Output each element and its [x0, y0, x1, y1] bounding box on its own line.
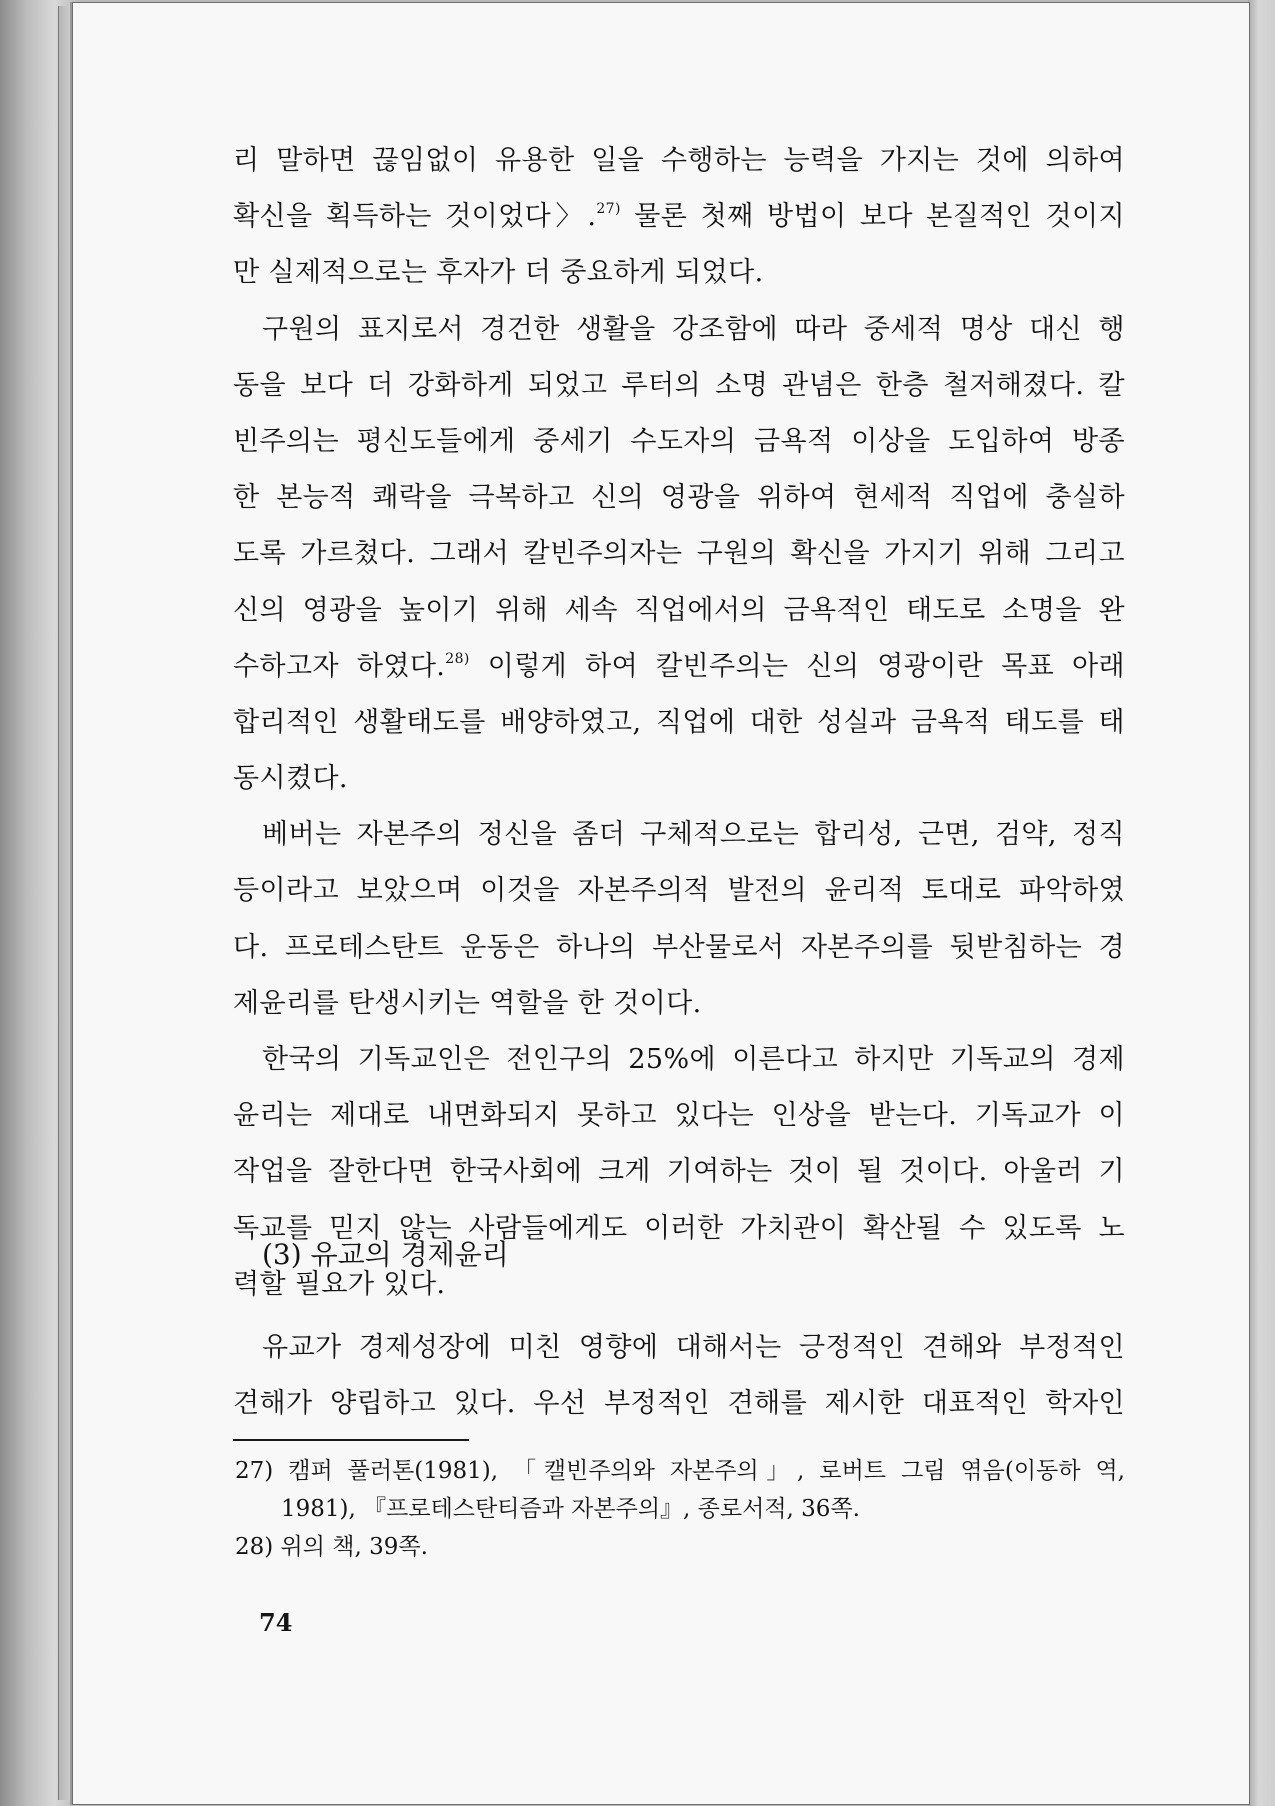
text-line: [233, 700, 1125, 745]
page-number: 74: [259, 1608, 293, 1637]
footnote-reference: 27): [596, 201, 621, 218]
text-line-content: 확신을 획득하는 것이었다〉.: [233, 201, 597, 233]
text-line-content: 합리적인 생활태도를 배양하였고, 직업에 대한 성실과 금욕적 태도를 태: [233, 706, 1125, 738]
text-line: [233, 307, 1125, 352]
text-line: [233, 138, 1125, 183]
text-line: [233, 812, 1125, 857]
text-line-continuation: 이렇게 하여 칼빈주의는 신의 영광이란 목표 아래: [469, 650, 1125, 682]
text-line-content: 다. 프로테스탄트 운동은 하나의 부산물로서 자본주의를 뒷받침하는 경: [233, 931, 1125, 963]
text-line: [233, 868, 1125, 913]
right-page-edge: [1248, 0, 1275, 1806]
text-line: [233, 194, 1125, 239]
text-line: [233, 756, 1125, 801]
text-line-content: 만 실제적으로는 후자가 더 중요하게 되었다.: [233, 257, 764, 289]
text-line: [233, 250, 1125, 295]
text-line: [233, 475, 1125, 520]
footnote-line: 28) 위의 책, 39쪽.: [235, 1534, 428, 1560]
text-line: [233, 588, 1125, 633]
text-line: [233, 419, 1125, 464]
text-line-content: 독교를 믿지 않는 사람들에게도 이러한 가치관이 확산될 수 있도록 노: [233, 1212, 1125, 1244]
section-heading: (3) 유교의 경제윤리: [262, 1238, 509, 1271]
text-line-content: 제윤리를 탄생시키는 역할을 한 것이다.: [233, 987, 702, 1019]
text-line-content: 한국의 기독교인은 전인구의 25%에 이른다고 하지만 기독교의 경제: [262, 1044, 1125, 1075]
text-line-content: 구원의 표지로서 경건한 생활을 강조함에 따라 중세적 명상 대신 행: [262, 313, 1125, 345]
text-line: [233, 1093, 1125, 1138]
text-line-content: 견해가 양립하고 있다. 우선 부정적인 견해를 제시한 대표적인 학자인: [233, 1388, 1125, 1420]
footnote-line: 27) 캠퍼 풀러톤(1981), 「캘빈주의와 자본주의」, 로버트 그림 엮음(이동하 역,: [235, 1458, 1125, 1484]
footnotes: [235, 1452, 1125, 1566]
text-line: [233, 981, 1125, 1026]
footnote-reference: 28): [445, 650, 470, 667]
text-line-content: 동시켰다.: [233, 763, 348, 795]
body-text-main: [233, 138, 1125, 1318]
footnote-line: 1981), 『프로테스탄티즘과 자본주의』, 종로서적, 36쪽.: [281, 1496, 860, 1522]
text-line-content: 력할 필요가 있다.: [233, 1268, 446, 1300]
text-line-content: 신의 영광을 높이기 위해 세속 직업에서의 금욕적인 태도로 소명을 완: [233, 594, 1125, 626]
text-line: [233, 644, 1125, 689]
body-text-after-heading: [233, 1325, 1125, 1437]
text-line-content: 한 본능적 쾌락을 극복하고 신의 영광을 위하여 현세적 직업에 충실하: [233, 482, 1125, 514]
text-line: [233, 363, 1125, 408]
text-line-content: 동을 보다 더 강화하게 되었고 루터의 소명 관념은 한층 철저해졌다. 칼: [233, 369, 1125, 401]
text-line-content: 수하고자 하였다.: [233, 650, 446, 682]
text-line-content: 작업을 잘한다면 한국사회에 크게 기여하는 것이 될 것이다. 아울러 기: [233, 1156, 1125, 1188]
text-line: [233, 1037, 1125, 1082]
text-line: [233, 531, 1125, 576]
text-line: [233, 1325, 1125, 1370]
text-line: [233, 925, 1125, 970]
text-line-content: 윤리는 제대로 내면화되지 못하고 있다는 인상을 받는다. 기독교가 이: [233, 1100, 1125, 1132]
text-line-content: 유교가 경제성장에 미친 영향에 대해서는 긍정적인 견해와 부정적인: [262, 1332, 1125, 1363]
text-line-content: 빈주의는 평신도들에게 중세기 수도자의 금욕적 이상을 도입하여 방종: [233, 425, 1125, 457]
text-line: [233, 1381, 1125, 1426]
text-line-content: 등이라고 보았으며 이것을 자본주의적 발전의 윤리적 토대로 파악하였: [233, 875, 1125, 907]
text-line-content: 도록 가르쳤다. 그래서 칼빈주의자는 구원의 확신을 가지기 위해 그리고: [233, 538, 1125, 570]
text-line: [233, 1149, 1125, 1194]
text-line-content: 리 말하면 끊임없이 유용한 일을 수행하는 능력을 가지는 것에 의하여: [233, 145, 1125, 176]
text-line-continuation: 물론 첫째 방법이 보다 본질적인 것이지: [620, 201, 1125, 233]
footnote-separator: [233, 1439, 469, 1441]
text-line-content: 베버는 자본주의 정신을 좀더 구체적으로는 합리성, 근면, 검약, 정직: [262, 819, 1125, 851]
